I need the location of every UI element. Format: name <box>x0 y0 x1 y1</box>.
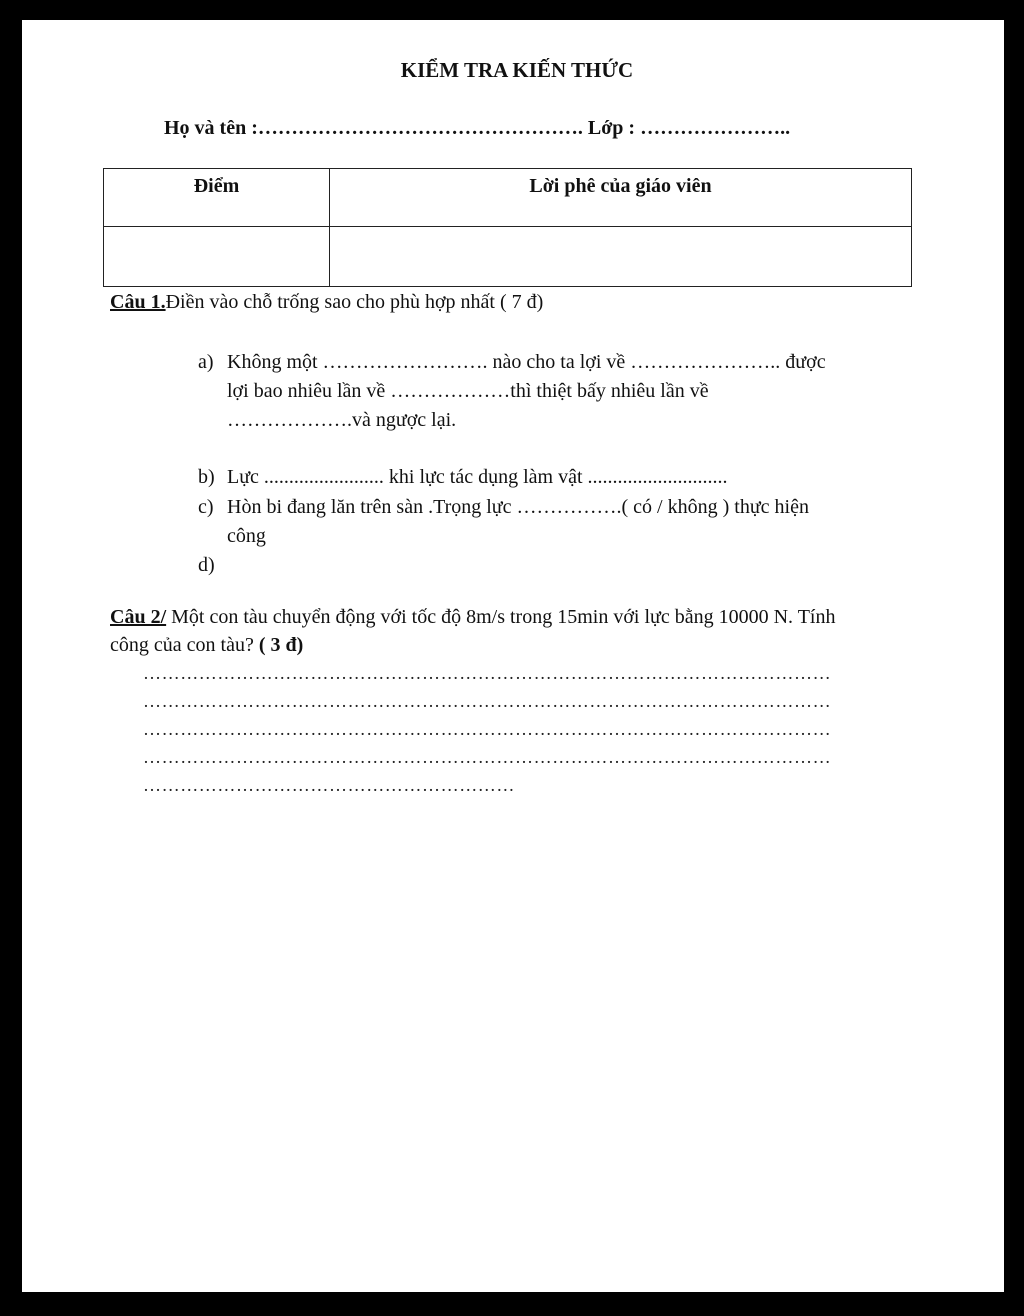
question-1 <box>110 291 543 314</box>
item-b-line-1: Lực ........................ khi lực tác dụng làm vật ............................ <box>227 466 728 488</box>
answer-line: ………………………………………………………………………………………………… <box>143 747 832 767</box>
grade-table-body-row <box>104 227 912 287</box>
item-a-line-2: lợi bao nhiêu lần về ………………thì thiệt bấy nhiêu lần về <box>227 380 709 402</box>
worksheet-page <box>22 20 1004 1292</box>
question-2-text-2: công của con tàu? <box>110 634 259 656</box>
question-1-text: Điền vào chỗ trống sao cho phù hợp nhất ( 7 đ) <box>165 291 544 313</box>
teacher-comment-header: Lời phê của giáo viên <box>330 169 912 227</box>
page-title: KIỂM TRA KIẾN THỨC <box>400 58 634 82</box>
item-d-letter: d) <box>198 554 215 576</box>
answer-line: ………………………………………………………………………………………………… <box>143 663 832 683</box>
teacher-comment-cell <box>330 227 912 287</box>
item-c-line-1: Hòn bi đang lăn trên sàn .Trọng lực …………….( có / không ) thực hiện <box>227 496 809 518</box>
answer-line: ………………………………………………………………………………………………… <box>143 691 832 711</box>
item-b-letter: b) <box>198 466 215 488</box>
name-class-line: Họ và tên :…………………………………………. Lớp : ………………….. <box>164 117 791 139</box>
score-header: Điểm <box>104 169 330 227</box>
question-2-line-2 <box>110 634 303 657</box>
item-a-line-3: ……………….và ngược lại. <box>227 409 457 431</box>
question-2-line-1 <box>110 606 835 629</box>
item-a-letter: a) <box>198 351 214 373</box>
answer-line: ………………………………………………………………………………………………… <box>143 719 832 739</box>
question-2-points: ( 3 đ) <box>258 634 304 656</box>
question-2-text-1: Một con tàu chuyển động với tốc độ 8m/s trong 15min với lực bằng 10000 N. Tính <box>166 606 836 628</box>
answer-line: …………………………………………………… <box>143 775 515 795</box>
item-c-letter: c) <box>198 496 214 518</box>
question-1-label: Câu 1. <box>110 291 166 313</box>
item-c-line-2: công <box>227 525 266 547</box>
item-a-line-1: Không một ……………………. nào cho ta lợi về ………………….. được <box>227 351 826 373</box>
grade-table-header-row <box>104 169 912 227</box>
score-cell <box>104 227 330 287</box>
question-2-label: Câu 2/ <box>110 606 167 628</box>
grade-table <box>103 168 912 287</box>
